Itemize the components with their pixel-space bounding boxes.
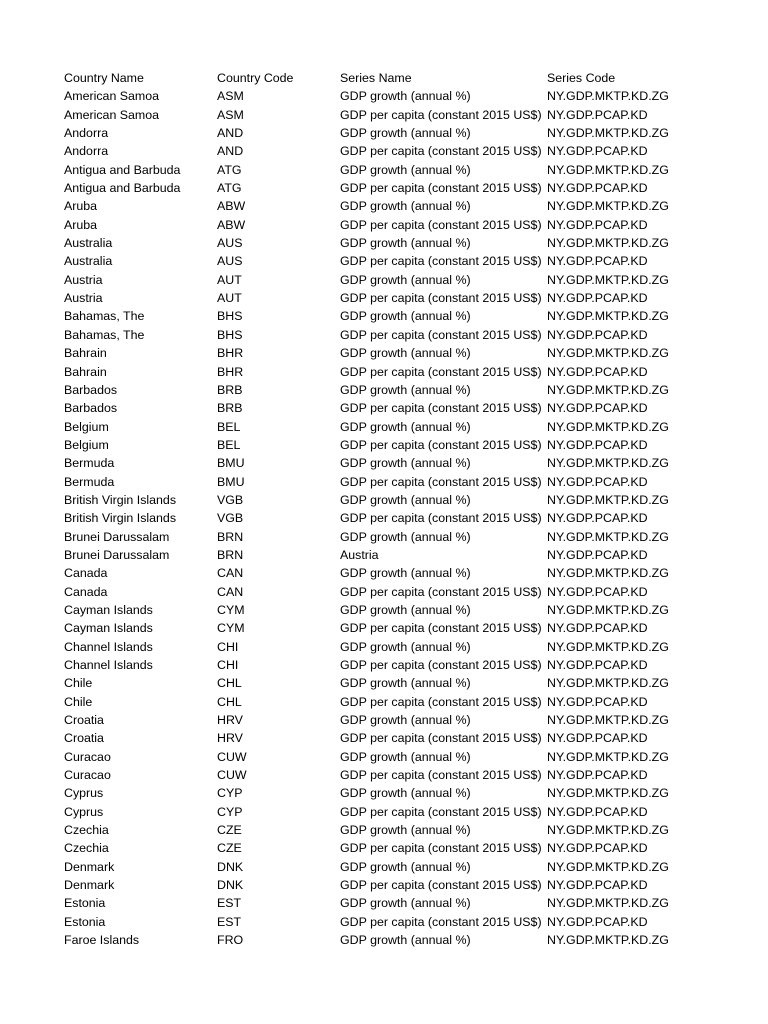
- country-code-cell: BMU: [217, 474, 245, 489]
- series-name-cell: GDP growth (annual %): [340, 199, 471, 214]
- country-name-cell: Estonia: [64, 896, 106, 911]
- series-code-cell: NY.GDP.PCAP.KD: [547, 217, 648, 232]
- country-code-cell: CHI: [217, 639, 239, 654]
- series-code-cell: NY.GDP.PCAP.KD: [547, 694, 648, 709]
- table-row: [64, 491, 754, 509]
- series-name-cell: GDP growth (annual %): [340, 529, 471, 544]
- table-row: [64, 436, 754, 454]
- table-row: [64, 821, 754, 839]
- table-row: [64, 528, 754, 546]
- series-name-cell: GDP per capita (constant 2015 US$): [340, 804, 542, 819]
- country-name-cell: Bermuda: [64, 456, 115, 471]
- country-code-cell: ABW: [217, 217, 246, 232]
- series-code-cell: NY.GDP.MKTP.KD.ZG: [547, 896, 669, 911]
- country-code-cell: BHS: [217, 327, 243, 342]
- series-code-cell: NY.GDP.MKTP.KD.ZG: [547, 89, 669, 104]
- country-code-cell: BEL: [217, 419, 241, 434]
- table-row: [64, 913, 754, 931]
- country-code-cell: CZE: [217, 841, 242, 856]
- series-code-cell: NY.GDP.MKTP.KD.ZG: [547, 639, 669, 654]
- country-name-cell: Austria: [64, 272, 103, 287]
- table-row: [64, 124, 754, 142]
- country-name-cell: Brunei Darussalam: [64, 529, 170, 544]
- country-name-cell: Brunei Darussalam: [64, 547, 170, 562]
- series-code-cell: NY.GDP.MKTP.KD.ZG: [547, 309, 669, 324]
- series-code-cell: NY.GDP.PCAP.KD: [547, 364, 648, 379]
- series-name-cell: GDP per capita (constant 2015 US$): [340, 584, 542, 599]
- series-code-cell: NY.GDP.MKTP.KD.ZG: [547, 713, 669, 728]
- country-code-cell: AUS: [217, 236, 243, 251]
- country-code-cell: BRN: [217, 529, 244, 544]
- series-name-cell: GDP growth (annual %): [340, 933, 471, 948]
- series-name-cell: GDP per capita (constant 2015 US$): [340, 254, 542, 269]
- series-code-cell: NY.GDP.PCAP.KD: [547, 437, 648, 452]
- table-row: [64, 674, 754, 692]
- table-row: [64, 876, 754, 894]
- series-name-cell: GDP per capita (constant 2015 US$): [340, 181, 542, 196]
- country-name-cell: Chile: [64, 676, 93, 691]
- country-code-cell: CYP: [217, 804, 243, 819]
- country-code-cell: HRV: [217, 713, 243, 728]
- country-name-cell: Denmark: [64, 878, 115, 893]
- country-code-cell: BHS: [217, 309, 243, 324]
- country-name-cell: Belgium: [64, 419, 109, 434]
- country-code-cell: CUW: [217, 749, 247, 764]
- country-name-cell: Croatia: [64, 731, 104, 746]
- table-row: [64, 142, 754, 160]
- series-name-cell: GDP per capita (constant 2015 US$): [340, 658, 542, 672]
- series-code-cell: NY.GDP.PCAP.KD: [547, 547, 648, 562]
- country-name-cell: Australia: [64, 236, 113, 251]
- series-name-cell: GDP growth (annual %): [340, 382, 471, 397]
- table-row: [64, 803, 754, 821]
- country-name-cell: Antigua and Barbuda: [64, 162, 181, 177]
- table-row: [64, 179, 754, 197]
- country-name-cell: Denmark: [64, 859, 115, 874]
- country-code-cell: CYM: [217, 621, 245, 636]
- series-code-cell: NY.GDP.MKTP.KD.ZG: [547, 199, 669, 214]
- series-name-cell: GDP growth (annual %): [340, 456, 471, 471]
- table-row: [64, 564, 754, 582]
- table-row: [64, 106, 754, 124]
- country-name-cell: Austria: [64, 291, 103, 306]
- table-row: [64, 583, 754, 601]
- series-code-cell: NY.GDP.PCAP.KD: [547, 914, 648, 929]
- series-name-cell: GDP per capita (constant 2015 US$): [340, 878, 542, 893]
- series-name-cell: GDP growth (annual %): [340, 89, 471, 104]
- country-name-cell: Andorra: [64, 126, 109, 141]
- series-code-cell: NY.GDP.PCAP.KD: [547, 768, 648, 783]
- series-name-cell: GDP growth (annual %): [340, 309, 471, 324]
- country-code-cell: BRB: [217, 401, 243, 416]
- series-name-cell: GDP growth (annual %): [340, 786, 471, 801]
- series-code-cell: NY.GDP.MKTP.KD.ZG: [547, 823, 669, 838]
- table-row: [64, 473, 754, 491]
- series-name-cell: GDP per capita (constant 2015 US$): [340, 511, 542, 526]
- series-name-cell: GDP per capita (constant 2015 US$): [340, 914, 542, 929]
- country-name-cell: Cayman Islands: [64, 602, 153, 617]
- country-name-cell: Channel Islands: [64, 639, 153, 654]
- column-header-country-code: Country Code: [217, 71, 294, 85]
- table-row: [64, 638, 754, 656]
- series-name-cell: GDP per capita (constant 2015 US$): [340, 107, 542, 122]
- table-row: [64, 271, 754, 289]
- series-code-cell: NY.GDP.PCAP.KD: [547, 254, 648, 269]
- series-code-cell: NY.GDP.MKTP.KD.ZG: [547, 419, 669, 434]
- header-row: [64, 69, 754, 87]
- series-code-cell: NY.GDP.PCAP.KD: [547, 621, 648, 636]
- series-name-cell: GDP per capita (constant 2015 US$): [340, 217, 542, 232]
- country-code-cell: CZE: [217, 823, 242, 838]
- series-code-cell: NY.GDP.MKTP.KD.ZG: [547, 272, 669, 287]
- country-code-cell: CAN: [217, 566, 244, 581]
- table-row: [64, 234, 754, 252]
- country-code-cell: BRB: [217, 382, 243, 397]
- series-name-cell: Austria: [340, 547, 379, 562]
- series-code-cell: NY.GDP.MKTP.KD.ZG: [547, 529, 669, 544]
- table-row: [64, 289, 754, 307]
- country-name-cell: Czechia: [64, 823, 109, 838]
- country-code-cell: ATG: [217, 181, 242, 196]
- table-row: [64, 748, 754, 766]
- country-name-cell: Bahrain: [64, 364, 107, 379]
- series-code-cell: NY.GDP.MKTP.KD.ZG: [547, 859, 669, 874]
- country-code-cell: AUS: [217, 254, 243, 269]
- table-row: [64, 418, 754, 436]
- country-code-cell: CHI: [217, 658, 239, 672]
- series-code-cell: NY.GDP.MKTP.KD.ZG: [547, 382, 669, 397]
- country-name-cell: Aruba: [64, 217, 98, 232]
- table-row: [64, 216, 754, 234]
- country-name-cell: Curacao: [64, 768, 111, 783]
- series-code-cell: NY.GDP.PCAP.KD: [547, 401, 648, 416]
- country-name-cell: Czechia: [64, 841, 109, 856]
- table-row: [64, 363, 754, 381]
- table-row: [64, 729, 754, 747]
- series-code-cell: NY.GDP.PCAP.KD: [547, 841, 648, 856]
- country-code-cell: DNK: [217, 859, 244, 874]
- country-code-cell: CYM: [217, 602, 245, 617]
- country-code-cell: EST: [217, 896, 242, 911]
- table-row: [64, 784, 754, 802]
- column-header-series-name: Series Name: [340, 71, 412, 85]
- series-code-cell: NY.GDP.MKTP.KD.ZG: [547, 676, 669, 691]
- country-code-cell: AUT: [217, 291, 242, 306]
- country-name-cell: Bahamas, The: [64, 309, 145, 324]
- column-header-series-code: Series Code: [547, 71, 616, 85]
- series-code-cell: NY.GDP.PCAP.KD: [547, 181, 648, 196]
- series-name-cell: GDP per capita (constant 2015 US$): [340, 694, 542, 709]
- country-code-cell: CYP: [217, 786, 243, 801]
- country-name-cell: Canada: [64, 566, 108, 581]
- series-name-cell: GDP growth (annual %): [340, 492, 471, 507]
- table-row: [64, 381, 754, 399]
- table-row: [64, 454, 754, 472]
- series-name-cell: GDP growth (annual %): [340, 236, 471, 251]
- country-code-cell: AND: [217, 144, 244, 159]
- country-code-cell: VGB: [217, 492, 244, 507]
- country-name-cell: Estonia: [64, 914, 106, 929]
- country-code-cell: EST: [217, 914, 242, 929]
- column-header-country-name: Country Name: [64, 71, 144, 85]
- country-code-cell: ABW: [217, 199, 246, 214]
- series-name-cell: GDP growth (annual %): [340, 126, 471, 141]
- series-name-cell: GDP growth (annual %): [340, 346, 471, 361]
- series-code-cell: NY.GDP.MKTP.KD.ZG: [547, 566, 669, 581]
- table-row: [64, 693, 754, 711]
- series-name-cell: GDP per capita (constant 2015 US$): [340, 401, 542, 416]
- country-name-cell: Cyprus: [64, 786, 104, 801]
- country-code-cell: BHR: [217, 364, 244, 379]
- series-name-cell: GDP growth (annual %): [340, 823, 471, 838]
- country-code-cell: BRN: [217, 547, 244, 562]
- country-name-cell: Channel Islands: [64, 658, 153, 672]
- country-name-cell: British Virgin Islands: [64, 492, 177, 507]
- table-row: [64, 197, 754, 215]
- series-name-cell: GDP per capita (constant 2015 US$): [340, 364, 542, 379]
- country-code-cell: BEL: [217, 437, 241, 452]
- series-name-cell: GDP per capita (constant 2015 US$): [340, 731, 542, 746]
- series-name-cell: GDP per capita (constant 2015 US$): [340, 474, 542, 489]
- table-row: [64, 399, 754, 417]
- series-code-cell: NY.GDP.MKTP.KD.ZG: [547, 126, 669, 141]
- table-row: [64, 326, 754, 344]
- table-row: [64, 307, 754, 325]
- country-name-cell: Antigua and Barbuda: [64, 181, 181, 196]
- country-name-cell: American Samoa: [64, 107, 160, 122]
- country-name-cell: Aruba: [64, 199, 98, 214]
- country-code-cell: BHR: [217, 346, 244, 361]
- country-name-cell: Bahrain: [64, 346, 107, 361]
- table-row: [64, 711, 754, 729]
- country-code-cell: BMU: [217, 456, 245, 471]
- series-code-cell: NY.GDP.PCAP.KD: [547, 107, 648, 122]
- series-code-cell: NY.GDP.MKTP.KD.ZG: [547, 933, 669, 948]
- series-code-cell: NY.GDP.PCAP.KD: [547, 658, 648, 672]
- series-code-cell: NY.GDP.PCAP.KD: [547, 327, 648, 342]
- country-name-cell: Cayman Islands: [64, 621, 153, 636]
- table-row: [64, 931, 754, 949]
- country-code-cell: CHL: [217, 694, 242, 709]
- table-row: [64, 619, 754, 637]
- series-name-cell: GDP per capita (constant 2015 US$): [340, 327, 542, 342]
- series-name-cell: GDP growth (annual %): [340, 566, 471, 581]
- series-name-cell: GDP per capita (constant 2015 US$): [340, 437, 542, 452]
- country-name-cell: American Samoa: [64, 89, 160, 104]
- country-code-cell: ATG: [217, 162, 242, 177]
- country-name-cell: Faroe Islands: [64, 933, 140, 948]
- table-row: [64, 839, 754, 857]
- table-body: [64, 87, 754, 949]
- table-row: [64, 546, 754, 564]
- country-code-cell: ASM: [217, 89, 244, 104]
- series-name-cell: GDP growth (annual %): [340, 272, 471, 287]
- series-name-cell: GDP per capita (constant 2015 US$): [340, 144, 542, 159]
- series-code-cell: NY.GDP.MKTP.KD.ZG: [547, 602, 669, 617]
- series-code-cell: NY.GDP.MKTP.KD.ZG: [547, 456, 669, 471]
- series-code-cell: NY.GDP.PCAP.KD: [547, 511, 648, 526]
- series-name-cell: GDP growth (annual %): [340, 859, 471, 874]
- series-code-cell: NY.GDP.PCAP.KD: [547, 878, 648, 893]
- country-code-cell: ASM: [217, 107, 244, 122]
- series-name-cell: GDP growth (annual %): [340, 639, 471, 654]
- series-name-cell: GDP per capita (constant 2015 US$): [340, 621, 542, 636]
- country-code-cell: HRV: [217, 731, 243, 746]
- series-name-cell: GDP growth (annual %): [340, 896, 471, 911]
- series-name-cell: GDP per capita (constant 2015 US$): [340, 841, 542, 856]
- series-name-cell: GDP growth (annual %): [340, 713, 471, 728]
- series-code-cell: NY.GDP.MKTP.KD.ZG: [547, 346, 669, 361]
- country-name-cell: Australia: [64, 254, 113, 269]
- table-row: [64, 344, 754, 362]
- country-code-cell: DNK: [217, 878, 244, 893]
- series-code-cell: NY.GDP.PCAP.KD: [547, 474, 648, 489]
- country-name-cell: Barbados: [64, 382, 118, 397]
- country-name-cell: Bermuda: [64, 474, 115, 489]
- table-row: [64, 509, 754, 527]
- table-row: [64, 766, 754, 784]
- series-name-cell: GDP growth (annual %): [340, 602, 471, 617]
- country-code-cell: CAN: [217, 584, 244, 599]
- country-name-cell: Belgium: [64, 437, 109, 452]
- data-sheet: [64, 69, 754, 950]
- country-code-cell: VGB: [217, 511, 244, 526]
- country-name-cell: Andorra: [64, 144, 109, 159]
- series-name-cell: GDP per capita (constant 2015 US$): [340, 768, 542, 783]
- country-name-cell: Chile: [64, 694, 93, 709]
- series-name-cell: GDP growth (annual %): [340, 749, 471, 764]
- series-code-cell: NY.GDP.PCAP.KD: [547, 291, 648, 306]
- country-code-cell: AUT: [217, 272, 242, 287]
- series-code-cell: NY.GDP.PCAP.KD: [547, 804, 648, 819]
- country-code-cell: CUW: [217, 768, 247, 783]
- country-name-cell: Curacao: [64, 749, 111, 764]
- series-code-cell: NY.GDP.MKTP.KD.ZG: [547, 492, 669, 507]
- table-row: [64, 894, 754, 912]
- country-code-cell: AND: [217, 126, 244, 141]
- table-row: [64, 656, 754, 674]
- table-row: [64, 161, 754, 179]
- country-name-cell: Cyprus: [64, 804, 104, 819]
- series-code-cell: NY.GDP.MKTP.KD.ZG: [547, 786, 669, 801]
- country-name-cell: British Virgin Islands: [64, 511, 177, 526]
- series-name-cell: GDP per capita (constant 2015 US$): [340, 291, 542, 306]
- table-row: [64, 858, 754, 876]
- series-code-cell: NY.GDP.MKTP.KD.ZG: [547, 236, 669, 251]
- table-row: [64, 87, 754, 105]
- country-name-cell: Barbados: [64, 401, 118, 416]
- table-row: [64, 252, 754, 270]
- table-row: [64, 601, 754, 619]
- series-name-cell: GDP growth (annual %): [340, 676, 471, 691]
- country-name-cell: Bahamas, The: [64, 327, 145, 342]
- series-code-cell: NY.GDP.PCAP.KD: [547, 731, 648, 746]
- series-code-cell: NY.GDP.PCAP.KD: [547, 144, 648, 159]
- series-code-cell: NY.GDP.MKTP.KD.ZG: [547, 162, 669, 177]
- series-code-cell: NY.GDP.MKTP.KD.ZG: [547, 749, 669, 764]
- country-code-cell: CHL: [217, 676, 242, 691]
- country-code-cell: FRO: [217, 933, 244, 948]
- country-name-cell: Croatia: [64, 713, 104, 728]
- series-name-cell: GDP growth (annual %): [340, 162, 471, 177]
- series-code-cell: NY.GDP.PCAP.KD: [547, 584, 648, 599]
- country-name-cell: Canada: [64, 584, 108, 599]
- series-name-cell: GDP growth (annual %): [340, 419, 471, 434]
